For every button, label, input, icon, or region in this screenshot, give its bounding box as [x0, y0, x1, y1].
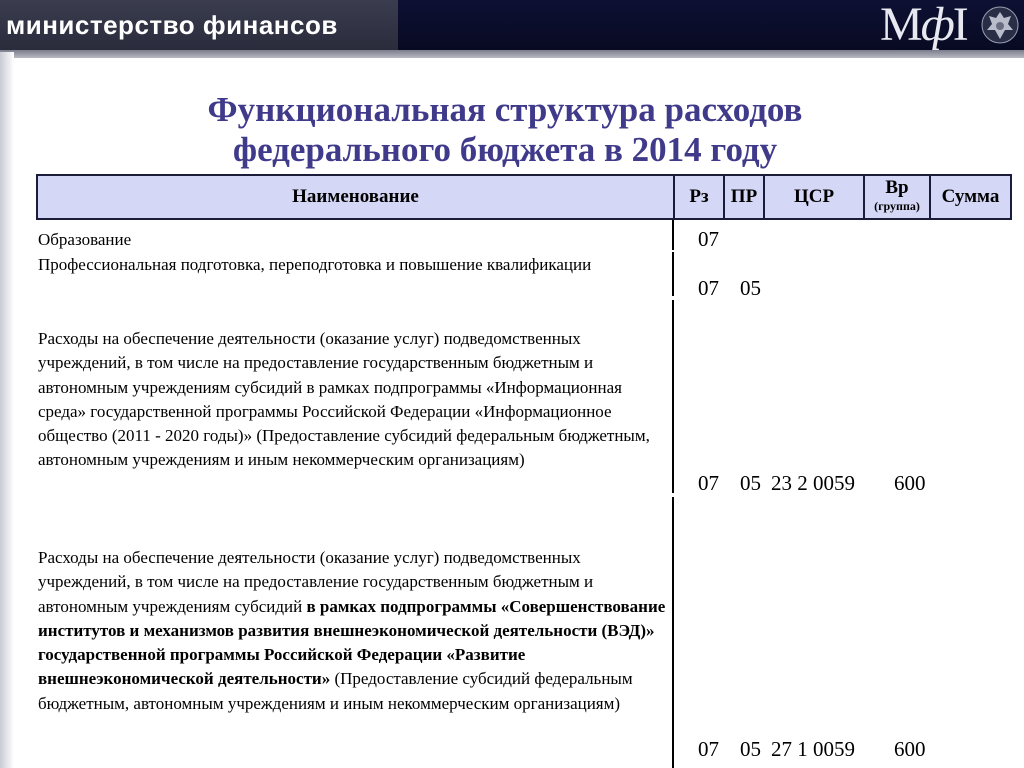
row-name: Профессиональная подготовка, переподготовка и повышение квалификации — [38, 255, 592, 274]
row-pr: 05 — [740, 471, 761, 495]
row-pr: 05 — [740, 276, 761, 300]
slide-title-line-1: Функциональная структура расходов — [207, 90, 803, 129]
column-header-sum: Сумма — [941, 186, 1000, 207]
row-rz: 07 — [698, 471, 719, 495]
table-header — [36, 174, 1012, 220]
row-name: Образование — [38, 230, 132, 249]
ministry-title: министерство финансов — [0, 0, 398, 50]
column-separator — [672, 497, 674, 768]
column-separator — [672, 252, 674, 296]
row-name: Расходы на обеспечение деятельности (оказание услуг) подведомственных учреждений, в том числе на предоставление государственным бюджетным и автономным учреждениям субсидий в рамках подпрограммы «Совершенствование институтов и механизмов развития внешнеэкономической деятельности (ВЭД)» государственной программы Российской Федерации «Развитие внешнеэкономической деятельности» (Предоставление субсидий федеральным бюджетным, автономным учреждениям и иным некоммерческим организациям) — [38, 548, 666, 713]
ministry-logo: МфI — [880, 0, 967, 51]
column-header-name: Наименование — [38, 176, 675, 218]
row-rz: 07 — [698, 227, 719, 251]
row-rz: 07 — [698, 737, 719, 761]
row-csr: 27 1 0059 — [771, 737, 855, 761]
row-name: Расходы на обеспечение деятельности (оказание услуг) подведомственных учреждений, в том числе на предоставление государственным бюджетным и автономным учреждениям субсидий в рамках подпрограммы «Информационная среда» государственной программы Российской Федерации «Информационное общество (2011 - 2020 годы)» (Предоставление субсидий федеральным бюджетным, автономным учреждениям и иным некоммерческим организациям) — [38, 329, 650, 470]
slide-title-line-2: федерального бюджета в 2014 году — [232, 130, 778, 169]
column-header-pr: ПР — [725, 176, 765, 218]
slide-title — [0, 90, 1010, 170]
row-pr: 05 — [740, 737, 761, 761]
row-csr: 23 2 0059 — [771, 471, 855, 495]
row-rz: 07 — [698, 276, 719, 300]
double-headed-eagle-icon — [980, 4, 1020, 46]
column-header-csr: ЦСР — [765, 176, 865, 218]
column-header-rz: Рз — [675, 176, 725, 218]
column-separator — [672, 300, 674, 493]
row-vr: 600 — [894, 737, 926, 761]
column-header-vr: Вр (группа) — [865, 176, 931, 218]
column-separator — [672, 220, 674, 250]
header-stripe — [0, 50, 1024, 58]
row-vr: 600 — [894, 471, 926, 495]
